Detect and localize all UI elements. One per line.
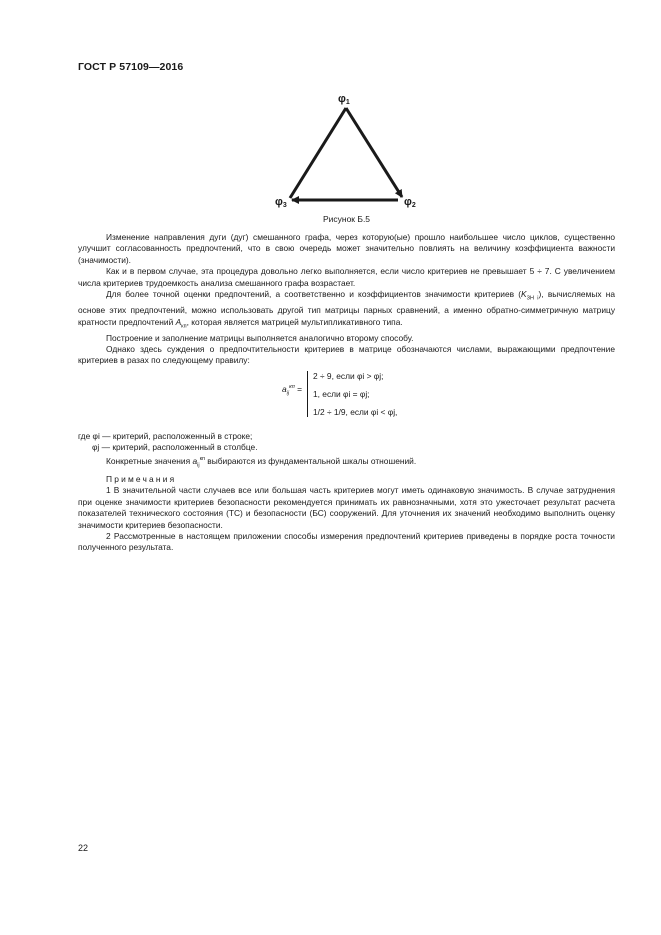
- paragraph-1: Изменение направления дуги (дуг) смешанного графа, через которую(ые) прошло наибольшее число циклов, существенно улучшит согласованность предпочтений, что в свою очередь может значительно повлиять на величину коэффициента важности (значимости).: [78, 232, 615, 265]
- notes-block: [78, 474, 615, 554]
- edge-phi1-phi2: [346, 108, 402, 197]
- where-block: [78, 431, 615, 472]
- figure-caption: Рисунок Б.5: [322, 214, 371, 224]
- preference-formula: [282, 368, 442, 420]
- note-2: 2 Рассмотренные в настоящем приложении способы измерения предпочтений критериев приведены в порядке роста точности полученного результата.: [78, 531, 615, 553]
- node-phi2-label: φ2: [404, 196, 416, 209]
- formula-case-3: 1/2 ÷ 1/9, если φi < φj,: [313, 407, 398, 417]
- paragraph-3: Для более точной оценки предпочтений, а соответственно и коэффициентов значимости критериев $(K_{ЗН i})$, вычисляемых на основе этих предпочтений, можно использовать другой тип матрицы парных сравнений, а именно обратно-симметричную матрицу кратности предпочтений $A_{кп}$, которая является матрицей мультипликативного типа.: [78, 289, 616, 330]
- paragraph-4: Построение и заполнение матрицы выполняется аналогично второму способу.: [106, 332, 414, 343]
- node-phi3-label: φ3: [275, 196, 287, 209]
- body-text: [78, 232, 615, 367]
- formula-case-2: 1, если φi = φj;: [313, 389, 370, 399]
- where-line-1: где φi — критерий, расположенный в строке;: [78, 431, 253, 441]
- standard-header: ГОСТ Р 57109—2016: [78, 61, 184, 73]
- node-phi1-label: φ1: [338, 93, 350, 106]
- paragraph-5: Однако здесь суждения о предпочтительности критериев в матрице обозначаются числами, выражающими предпочтение критериев в разах по следующему правилу:: [78, 344, 615, 366]
- note-1: 1 В значительной части случаев все или большая часть критериев могут иметь одинаковую значимость. В случае затруднения при оценке значимости критериев безопасности рекомендуется принимать их равнозначными, хотя это ужесточает результат расчета показателей технического состояния (ТС) и безопасности (БС) сооружений. Для уточнения их значений необходимо выполнить оценку значимости критериев безопасности.: [78, 485, 615, 530]
- where-line-3: Конкретные значения $a_{ij}^{кп}$ выбираются из фундаментальной шкалы отношений.: [106, 455, 417, 469]
- formula-case-1: 2 ÷ 9, если φi > φj;: [313, 371, 384, 381]
- page-number: 22: [78, 843, 89, 853]
- formula-lhs: $a_{ij}^{кп}$ =: [282, 384, 302, 397]
- notes-title: Примечания: [106, 474, 177, 484]
- formula-brace: [307, 371, 311, 417]
- paragraph-2: Как и в первом случае, эта процедура довольно легко выполняется, если число критериев не превышает 5 ÷ 7. С увеличением числа критериев трудоемкость анализа смешанного графа возрастает.: [78, 266, 615, 288]
- edge-phi1-phi3: [290, 108, 346, 198]
- where-line-2: φj — критерий, расположенный в столбце.: [92, 442, 258, 453]
- mixed-graph-figure: [270, 86, 420, 214]
